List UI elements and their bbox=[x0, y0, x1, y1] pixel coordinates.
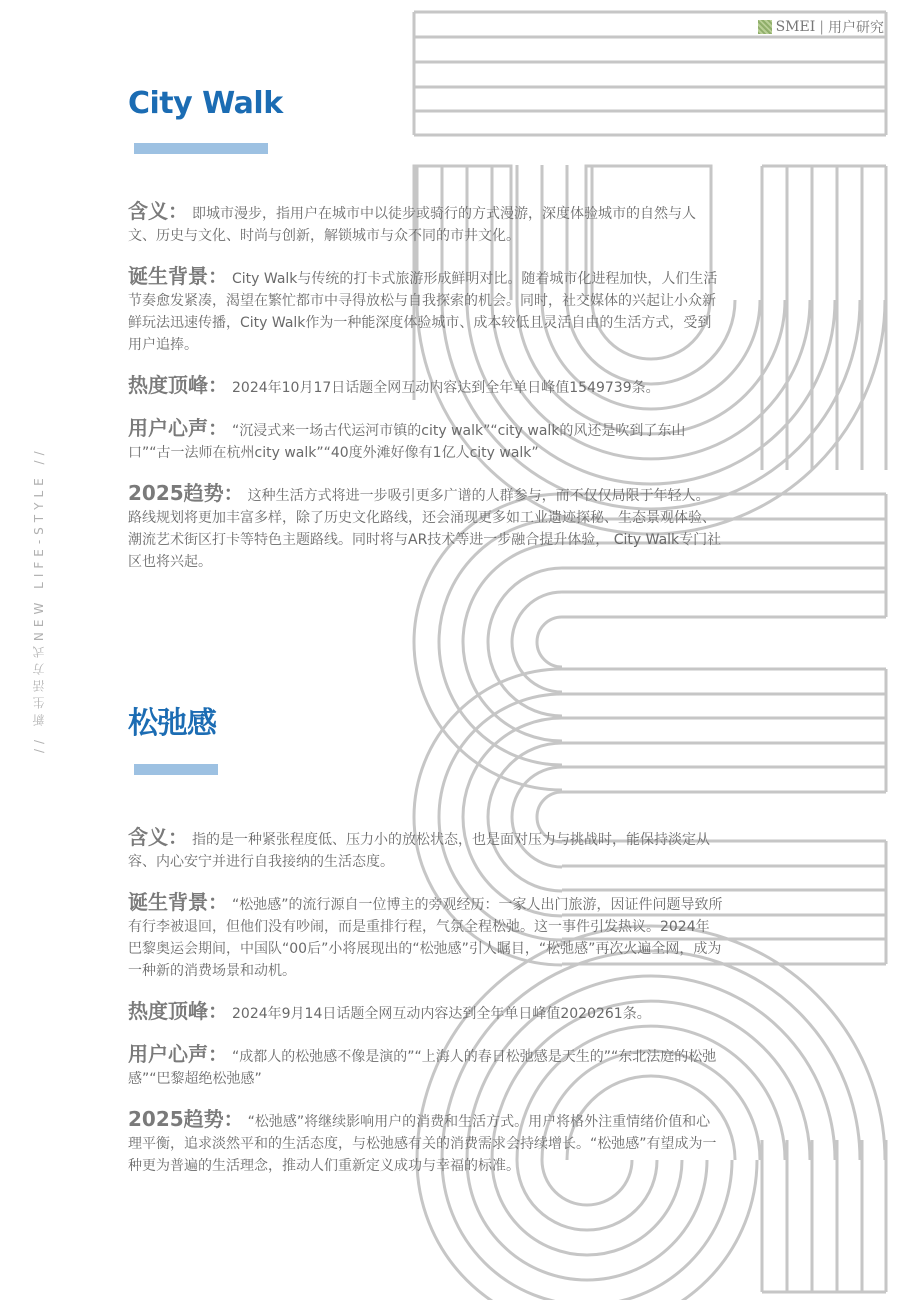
paragraph-label: 诞生背景： bbox=[128, 890, 228, 914]
section-title: City Walk bbox=[128, 86, 283, 121]
paragraph-background bbox=[128, 265, 723, 356]
paragraph-trend bbox=[128, 1108, 723, 1177]
side-vertical-label: // 新生活方式NEW LIFE-STYLE // bbox=[32, 446, 46, 754]
paragraph-label: 热度顶峰： bbox=[128, 999, 228, 1023]
brand-logo-icon bbox=[758, 20, 772, 34]
paragraph-text: 即城市漫步，指用户在城市中以徒步或骑行的方式漫游，深度体验城市的自然与人文、历史与文化、时尚与创新，解锁城市与众不同的市井文化。 bbox=[128, 206, 696, 244]
brand-separator: | bbox=[819, 19, 824, 35]
paragraph-label: 用户心声： bbox=[128, 416, 228, 440]
paragraph-label: 含义： bbox=[128, 199, 188, 223]
paragraph-background bbox=[128, 891, 723, 982]
paragraph-label: 2025趋势： bbox=[128, 481, 244, 505]
paragraph-text: 2024年9月14日话题全网互动内容达到全年单日峰值2020261条。 bbox=[232, 1006, 651, 1022]
paragraph-label: 含义： bbox=[128, 825, 188, 849]
paragraph-text: “松弛感”将继续影响用户的消费和生活方式。用户将格外注重情绪价值和心理平衡，追求淡然平和的生活态度，与松弛感有关的消费需求会持续增长。“松弛感”有望成为一种更为普遍的生活理念，推动人们重新定义成功与幸福的标准。 bbox=[128, 1114, 717, 1174]
paragraph-peak bbox=[128, 1000, 723, 1025]
section-title: 松弛感 bbox=[128, 706, 217, 741]
paragraph-text: “沉浸式来一场古代运河市镇的city walk”“city walk的风还是吹到了东山口”“古一法师在杭州city walk”“40度外滩好像有1亿人city walk” bbox=[128, 423, 686, 461]
paragraph-user-voice bbox=[128, 1043, 723, 1090]
paragraph-meaning bbox=[128, 826, 723, 873]
paragraph-text: 这种生活方式将进一步吸引更多广谱的人群参与，而不仅仅局限于年轻人。路线规划将更加丰富多样，除了历史文化路线，还会涌现更多如工业遗迹探秘、生态景观体验、潮流艺术街区打卡等特色主题路线。同时将与AR技术等进一步融合提升体验， City Walk专门社区也将兴起。 bbox=[128, 488, 722, 570]
paragraph-text: City Walk与传统的打卡式旅游形成鲜明对比。随着城市化进程加快，人们生活节奏愈发紧凑，渴望在繁忙都市中寻得放松与自我探索的机会。同时，社交媒体的兴起让小众新鲜玩法迅速传播，City Walk作为一种能深度体验城市、成本较低且灵活自由的生活方式，受到用户追捧。 bbox=[128, 271, 718, 353]
section-relaxation bbox=[128, 698, 723, 1177]
paragraph-text: 指的是一种紧张程度低、压力小的放松状态，也是面对压力与挑战时，能保持淡定从容、内心安宁并进行自我接纳的生活态度。 bbox=[128, 832, 710, 870]
brand-header bbox=[758, 17, 884, 37]
paragraph-text: 2024年10月17日话题全网互动内容达到全年单日峰值1549739条。 bbox=[232, 380, 660, 396]
paragraph-label: 用户心声： bbox=[128, 1042, 228, 1066]
brand-name: SMEI bbox=[775, 19, 816, 35]
paragraph-label: 2025趋势： bbox=[128, 1107, 244, 1131]
brand-category: 用户研究 bbox=[828, 20, 884, 36]
title-underline-bar bbox=[134, 764, 218, 775]
paragraph-text: “成都人的松弛感不像是演的”“上海人的春日松弛感是天生的”“东北法庭的松弛感”“巴黎超绝松弛感” bbox=[128, 1049, 717, 1087]
title-underline-bar bbox=[134, 143, 268, 154]
paragraph-user-voice bbox=[128, 417, 723, 464]
paragraph-label: 热度顶峰： bbox=[128, 373, 228, 397]
section-city-walk bbox=[128, 86, 723, 573]
paragraph-peak bbox=[128, 374, 723, 399]
paragraph-trend bbox=[128, 482, 723, 573]
paragraph-meaning bbox=[128, 200, 723, 247]
paragraph-label: 诞生背景： bbox=[128, 264, 228, 288]
paragraph-text: “松弛感”的流行源自一位博主的旁观经历：一家人出门旅游，因证件问题导致所有行李被退回，但他们没有吵闹，而是重排行程，气氛全程松弛。这一事件引发热议。2024年巴黎奥运会期间，中国队“00后”小将展现出的“松弛感”引人瞩目，“松弛感”再次火遍全网，成为一种新的消费场景和动机。 bbox=[128, 897, 723, 979]
